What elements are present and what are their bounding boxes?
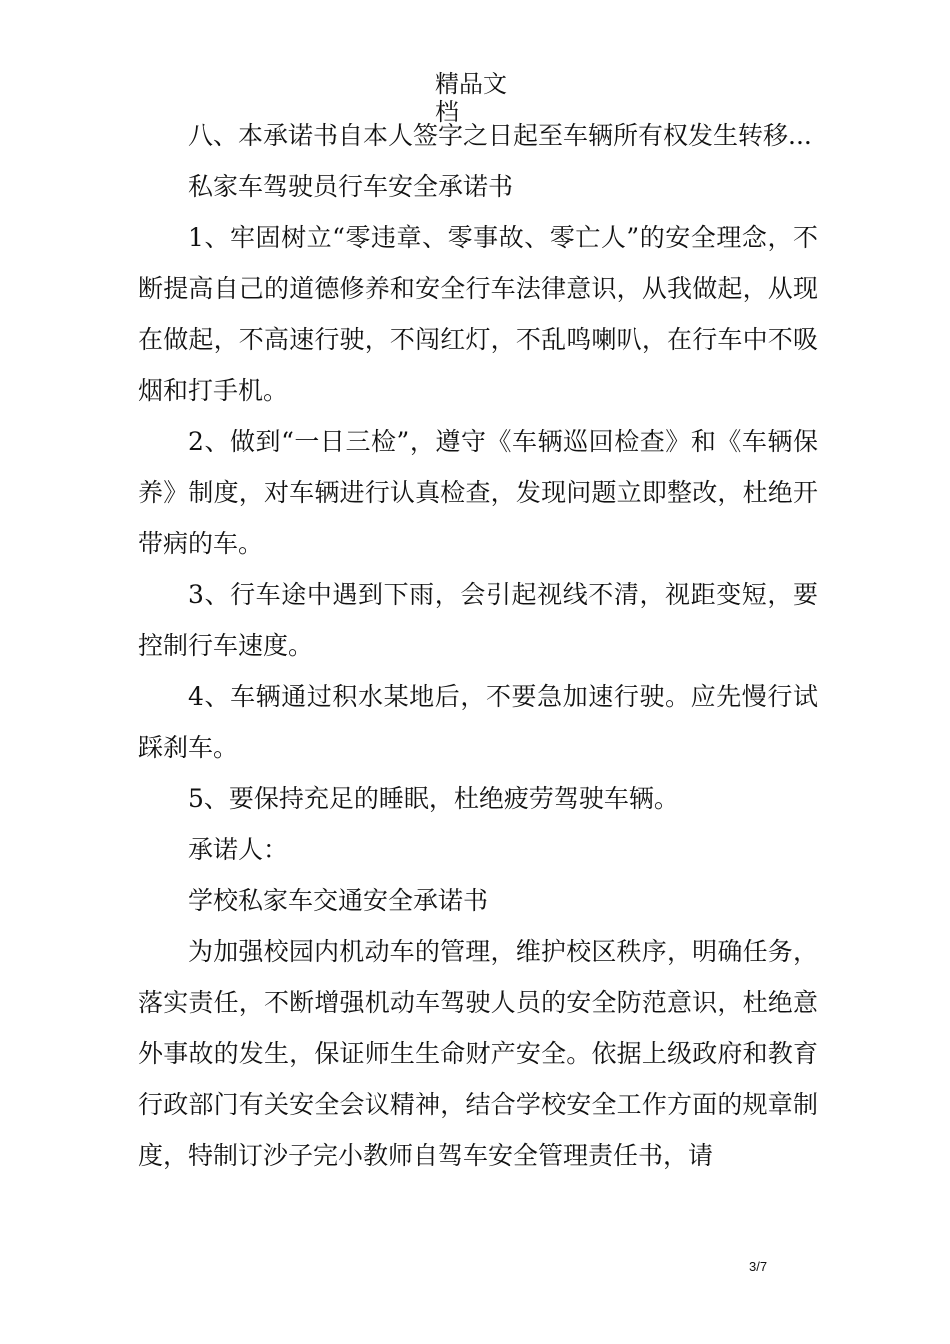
paragraph-clause-8: 八、本承诺书自本人签字之日起至车辆所有权发生转移... [188,121,812,150]
signatory-label: 承诺人： [188,835,289,864]
header-text: 精品文档 [435,70,507,126]
document-body [138,110,818,1181]
paragraph-item-1: 1、牢固树立“零违章、零事故、零亡人”的安全理念，不断提高自己的道德修养和安全行车法律意识，从我做起，从现在做起，不高速行驶，不闯红灯，不乱鸣喇叭，在行车中不吸烟和打手机。 [138,223,818,405]
section-title-private-car-driver: 私家车驾驶员行车安全承诺书 [188,172,514,201]
section-title-school-private-car: 学校私家车交通安全承诺书 [188,886,489,915]
paragraph-item-4: 4、车辆通过积水某地后，不要急加速行驶。应先慢行试踩刹车。 [138,682,818,762]
paragraph-item-3: 3、行车途中遇到下雨，会引起视线不清，视距变短，要控制行车速度。 [138,580,818,660]
paragraph-intro: 为加强校园内机动车的管理，维护校区秩序，明确任务，落实责任，不断增强机动车驾驶人员的安全防范意识，杜绝意外事故的发生，保证师生生命财产安全。依据上级政府和教育行政部门有关安全会议精神，结合学校安全工作方面的规章制度，特制订沙子完小教师自驾车安全管理责任书，请 [138,937,818,1170]
paragraph-item-2: 2、做到“一日三检”，遵守《车辆巡回检查》和《车辆保养》制度，对车辆进行认真检查，发现问题立即整改，杜绝开带病的车。 [138,427,818,558]
paragraph-item-5: 5、要保持充足的睡眠，杜绝疲劳驾驶车辆。 [188,784,679,813]
page-number: 3/7 [749,1259,768,1274]
